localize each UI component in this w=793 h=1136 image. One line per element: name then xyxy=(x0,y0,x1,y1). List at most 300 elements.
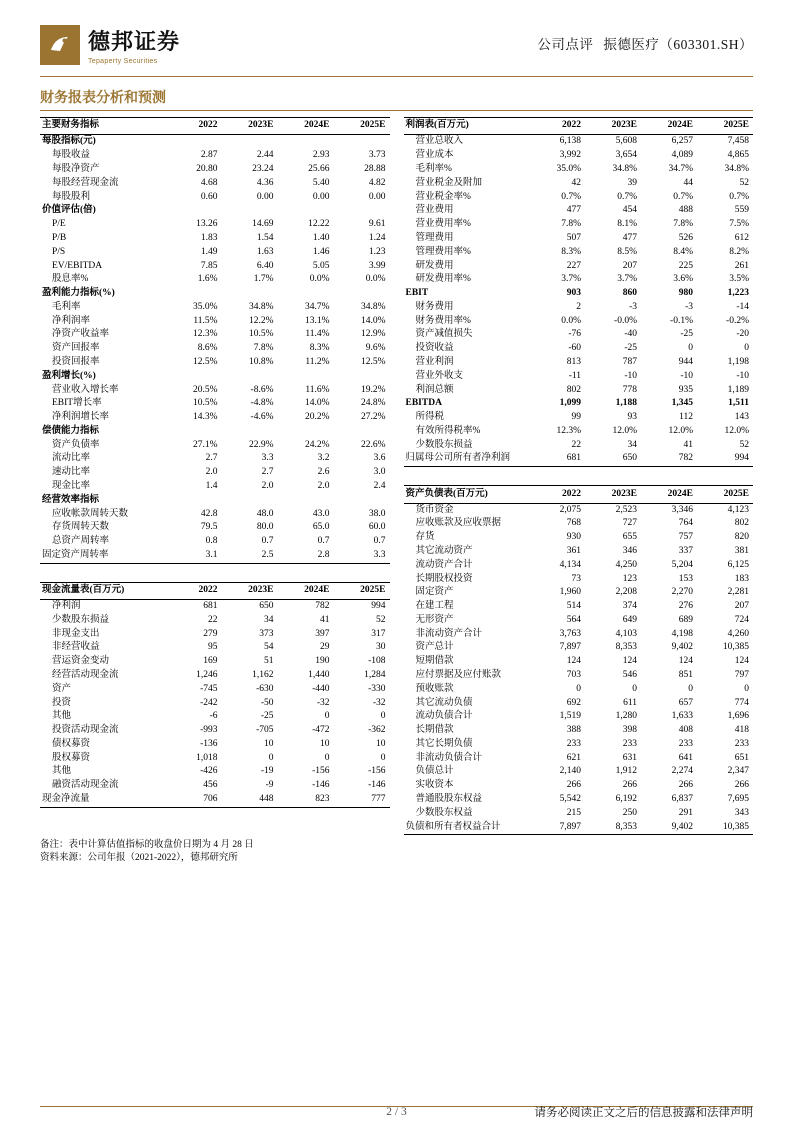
table-row xyxy=(404,191,754,205)
row-label: 负债总计 xyxy=(415,766,454,777)
row-label: 总资产周转率 xyxy=(52,536,110,547)
table-row xyxy=(404,724,754,738)
row-value: 681 xyxy=(203,601,218,612)
table-row xyxy=(40,383,390,397)
row-label: 有效所得税率% xyxy=(415,425,481,436)
row-value xyxy=(222,204,278,218)
row-value: 24.2% xyxy=(304,439,330,450)
row-value: 10.5% xyxy=(192,398,218,409)
row-label: 货币资金 xyxy=(415,504,454,515)
row-value: 3.73 xyxy=(368,150,386,161)
row-value: 7,458 xyxy=(727,136,749,147)
table-row xyxy=(404,765,754,779)
row-value: 207 xyxy=(622,260,637,271)
row-value: 1.4 xyxy=(205,481,218,491)
row-value: 266 xyxy=(566,780,581,791)
table-main-indicators xyxy=(40,117,390,564)
row-value: 2 xyxy=(576,301,581,312)
row-value: 4,198 xyxy=(671,628,693,639)
row-label: 营业收入增长率 xyxy=(52,384,119,395)
row-value: 1,284 xyxy=(364,669,386,680)
row-value: 4,134 xyxy=(559,559,581,570)
row-label: 每股净资产 xyxy=(52,164,100,175)
row-value: 782 xyxy=(315,601,330,612)
row-label: 营业成本 xyxy=(415,150,454,161)
row-value: 35.0% xyxy=(192,301,218,312)
row-value: 7,897 xyxy=(529,820,585,834)
row-value: 9,402 xyxy=(671,642,693,653)
row-value: -4.6% xyxy=(250,412,274,423)
table-row xyxy=(404,273,754,287)
row-label: 经营效率指标 xyxy=(42,494,100,505)
row-value: 52 xyxy=(739,439,749,450)
row-value: 10.5% xyxy=(248,329,274,340)
table-row xyxy=(404,710,754,724)
column-header-year: 2025E xyxy=(697,486,753,503)
row-value: 7.8% xyxy=(673,219,693,230)
table-row xyxy=(40,342,390,356)
row-label: 其它流动资产 xyxy=(415,545,473,556)
row-value: -156 xyxy=(368,766,386,777)
row-label: 毛利率% xyxy=(415,164,452,175)
row-value: 12.0% xyxy=(668,425,693,436)
table-row xyxy=(404,696,754,710)
table-row xyxy=(404,614,754,628)
row-value: -3 xyxy=(685,301,693,312)
row-value: 2,208 xyxy=(615,587,637,598)
row-label: 股息率% xyxy=(52,274,89,285)
row-value: 418 xyxy=(734,725,749,736)
table-row xyxy=(404,669,754,683)
row-value xyxy=(166,425,222,439)
row-value: 124 xyxy=(566,656,581,667)
row-label: 每股收益 xyxy=(52,150,91,161)
row-value: 12.3% xyxy=(556,425,581,436)
row-value: 768 xyxy=(566,518,581,529)
row-label: 股权募资 xyxy=(52,752,91,763)
row-label: 资产总计 xyxy=(415,642,454,653)
row-label: 实收资本 xyxy=(415,780,454,791)
row-value xyxy=(334,135,390,149)
table-row xyxy=(40,356,390,370)
row-value: 34.8% xyxy=(724,164,749,175)
table-spacer xyxy=(404,467,754,485)
table-row xyxy=(40,370,390,384)
row-value: 34.8% xyxy=(360,301,386,312)
note-valuation-date: 备注：表中计算估值指标的收盘价日期为 4 月 28 日 xyxy=(40,840,254,851)
row-value: 3.99 xyxy=(368,260,386,271)
row-value: 507 xyxy=(566,232,581,243)
row-value: 546 xyxy=(622,669,637,680)
row-value: 2,270 xyxy=(671,587,693,598)
table-row xyxy=(404,738,754,752)
table-row xyxy=(404,370,754,384)
table-row xyxy=(40,507,390,521)
row-value: 994 xyxy=(697,452,753,466)
row-value: 2,274 xyxy=(671,766,693,777)
row-value: 80.0 xyxy=(256,522,274,533)
row-value: 183 xyxy=(734,573,749,584)
row-value: 477 xyxy=(566,205,581,216)
table-row xyxy=(40,425,390,439)
row-value: 6,837 xyxy=(671,794,693,804)
row-value: 12.0% xyxy=(612,425,637,436)
row-label: 其它流动负债 xyxy=(415,697,473,708)
table-row xyxy=(40,480,390,494)
row-value: 3.2 xyxy=(317,453,330,464)
row-value: 8.5% xyxy=(617,246,637,257)
row-value: 38.0 xyxy=(368,508,386,519)
row-label: 短期借款 xyxy=(415,656,454,667)
row-label: P/S xyxy=(52,246,66,257)
row-value xyxy=(334,425,390,439)
row-label: 投资回报率 xyxy=(52,356,100,367)
row-value: 0 xyxy=(744,683,749,694)
row-value: 621 xyxy=(566,752,581,763)
row-value: 25.66 xyxy=(308,164,330,175)
row-label: 应付票据及应付账款 xyxy=(415,669,502,680)
row-value xyxy=(334,494,390,508)
row-value: 13.26 xyxy=(196,219,218,230)
row-value: 2.5 xyxy=(222,549,278,563)
row-value: 4.36 xyxy=(256,177,274,188)
row-label: 存货周转天数 xyxy=(52,522,110,533)
row-label: 财务费用率% xyxy=(415,315,471,326)
row-value: 12.0% xyxy=(724,425,749,436)
table-row xyxy=(404,628,754,642)
row-value: 559 xyxy=(734,205,749,216)
row-value: 20.5% xyxy=(192,384,218,395)
row-value: 10,385 xyxy=(697,820,753,834)
row-value: -10 xyxy=(736,370,749,381)
row-value: 4,103 xyxy=(615,628,637,639)
row-value: 1,440 xyxy=(308,669,330,680)
row-value: 12.3% xyxy=(192,329,218,340)
row-value: 279 xyxy=(203,628,218,639)
table-row xyxy=(404,572,754,586)
column-header-year: 2025E xyxy=(334,582,390,599)
row-value: 11.5% xyxy=(193,315,218,326)
table-row xyxy=(404,149,754,163)
row-label: 应收帐款周转天数 xyxy=(52,508,129,519)
row-label: EV/EBITDA xyxy=(52,260,103,271)
row-value: -25 xyxy=(624,343,637,354)
row-value: 233 xyxy=(566,738,581,749)
row-value xyxy=(222,494,278,508)
table-row xyxy=(40,683,390,697)
row-label: EBITDA xyxy=(405,398,442,409)
row-value: 12.5% xyxy=(360,356,386,367)
row-value: 6,138 xyxy=(559,136,581,147)
column-header-label: 主要财务指标 xyxy=(40,118,166,135)
row-label: 每股股利 xyxy=(52,191,91,202)
row-value: 9.6% xyxy=(365,343,386,354)
row-value: 651 xyxy=(734,752,749,763)
row-value: 169 xyxy=(203,656,218,667)
row-value: 14.3% xyxy=(192,412,218,423)
table-row xyxy=(40,696,390,710)
column-header-year: 2023E xyxy=(222,582,278,599)
row-value: 4.82 xyxy=(368,177,386,188)
company-logo-icon xyxy=(40,25,80,65)
row-value: 3.7% xyxy=(561,274,581,285)
table-row xyxy=(40,315,390,329)
row-value: 2.7 xyxy=(261,467,274,478)
row-value: 0 xyxy=(688,683,693,694)
row-value: 6.40 xyxy=(256,260,274,271)
column-header-year: 2022 xyxy=(529,486,585,503)
row-value: 0 xyxy=(632,683,637,694)
row-value: 2.4 xyxy=(373,481,386,491)
note-source: 资料来源：公司年报（2021-2022），德邦研究所 xyxy=(40,853,238,864)
row-label: 资产回报率 xyxy=(52,343,100,354)
row-value: 48.0 xyxy=(256,508,274,519)
row-value: 0 xyxy=(324,711,330,722)
row-value: 650 xyxy=(585,452,641,466)
row-value xyxy=(222,370,278,384)
row-value: 8.6% xyxy=(197,343,218,354)
row-value: 1.54 xyxy=(256,232,274,243)
row-value: 317 xyxy=(371,628,386,639)
row-label: 固定资产 xyxy=(415,587,454,598)
row-label: 速动比率 xyxy=(52,467,91,478)
row-value: 0 xyxy=(380,752,386,763)
table-row xyxy=(40,494,390,508)
row-value: -9 xyxy=(265,780,274,791)
row-value: 42.8 xyxy=(200,508,218,519)
row-value: 11.4% xyxy=(305,329,330,340)
row-value: 4,250 xyxy=(615,559,637,570)
row-label: 每股指标(元) xyxy=(42,136,96,147)
row-value: 689 xyxy=(678,614,693,625)
row-value: 29 xyxy=(320,642,330,653)
row-value: -11 xyxy=(568,370,581,381)
row-value: 692 xyxy=(566,697,581,708)
row-value: 777 xyxy=(334,793,390,807)
row-label: 负债和所有者权益合计 xyxy=(404,820,530,834)
row-value xyxy=(278,287,334,301)
row-label: 现金比率 xyxy=(52,481,91,491)
row-value: 52 xyxy=(376,614,386,625)
row-value xyxy=(334,204,390,218)
row-value: -630 xyxy=(256,683,274,694)
table-row xyxy=(404,259,754,273)
row-value: 1.49 xyxy=(200,246,218,257)
row-value: 4.68 xyxy=(200,177,218,188)
row-value: 0.7% xyxy=(729,191,749,202)
row-label: 其他 xyxy=(52,711,72,722)
row-label: 投资收益 xyxy=(415,343,454,354)
left-column xyxy=(40,117,390,835)
row-value: 65.0 xyxy=(312,522,330,533)
row-value xyxy=(222,425,278,439)
row-value: 1.40 xyxy=(312,232,330,243)
table-row xyxy=(40,287,390,301)
row-label: 固定资产周转率 xyxy=(40,549,166,563)
row-value: 42 xyxy=(571,177,581,188)
row-label: 营业税金率% xyxy=(415,191,471,202)
row-label: 净资产收益率 xyxy=(52,329,110,340)
row-value: -8.6% xyxy=(250,384,274,395)
row-value xyxy=(166,370,222,384)
row-value: 8,353 xyxy=(615,642,637,653)
row-value: 250 xyxy=(622,807,637,818)
row-value: 27.2% xyxy=(360,412,386,423)
row-label: 管理费用 xyxy=(415,232,454,243)
row-value: 477 xyxy=(622,232,637,243)
row-value: 1,162 xyxy=(252,669,274,680)
table-row xyxy=(40,628,390,642)
column-header-year: 2024E xyxy=(641,118,697,135)
row-value: 10.8% xyxy=(248,356,274,367)
row-value: -6 xyxy=(209,711,218,722)
row-value: 24.8% xyxy=(360,398,386,409)
row-label: 非现金支出 xyxy=(52,628,100,639)
row-value xyxy=(222,287,278,301)
table-row xyxy=(404,411,754,425)
row-value xyxy=(166,204,222,218)
row-label: 净利润 xyxy=(52,601,81,612)
table-cash-flow xyxy=(40,582,390,808)
row-value xyxy=(166,494,222,508)
row-value: -19 xyxy=(260,766,274,777)
row-value: 19.2% xyxy=(360,384,386,395)
table-income-statement xyxy=(404,117,754,467)
row-value: 1,198 xyxy=(727,356,749,367)
row-value xyxy=(334,287,390,301)
row-label: 非经营收益 xyxy=(52,642,100,653)
row-value: 2.8 xyxy=(278,549,334,563)
row-value: 11.2% xyxy=(305,356,330,367)
table-spacer xyxy=(40,564,390,582)
row-label: 在建工程 xyxy=(415,601,454,612)
row-value: 1,189 xyxy=(727,384,749,395)
row-value: 0.7 xyxy=(261,536,274,547)
row-value xyxy=(278,425,334,439)
row-value: 8.4% xyxy=(673,246,693,257)
row-value: 1,511 xyxy=(728,398,749,409)
column-header-year: 2023E xyxy=(585,118,641,135)
row-value: 706 xyxy=(166,793,222,807)
column-header-year: 2025E xyxy=(697,118,753,135)
table-row xyxy=(40,411,390,425)
table-row xyxy=(404,315,754,329)
table-row xyxy=(404,328,754,342)
row-value: 99 xyxy=(571,412,581,423)
row-value: 12.9% xyxy=(360,329,386,340)
row-value: 456 xyxy=(203,780,218,791)
row-value: 3.6% xyxy=(673,274,693,285)
row-value: 0.7 xyxy=(373,536,386,547)
row-value: 93 xyxy=(627,412,637,423)
row-value: 4,260 xyxy=(727,628,749,639)
table-row xyxy=(40,135,390,149)
column-header-label: 现金流量表(百万元) xyxy=(40,582,166,599)
row-label: 长期股权投资 xyxy=(415,573,473,584)
row-value: 73 xyxy=(571,573,581,584)
table-row xyxy=(40,273,390,287)
row-label: 盈利增长(%) xyxy=(42,370,96,381)
tables-container xyxy=(40,117,753,835)
row-value: 0 xyxy=(744,343,749,354)
table-row xyxy=(404,342,754,356)
table-row xyxy=(404,793,754,807)
row-value: 54 xyxy=(264,642,274,653)
row-value: 27.1% xyxy=(192,439,218,450)
row-value xyxy=(278,204,334,218)
row-label: 营业费用率% xyxy=(415,219,471,230)
row-value: 1,018 xyxy=(196,752,218,763)
table-row xyxy=(404,503,754,517)
row-value: 398 xyxy=(622,725,637,736)
row-value: 20.2% xyxy=(304,412,330,423)
row-value: 1.24 xyxy=(368,232,386,243)
table-row xyxy=(404,752,754,766)
row-value: 526 xyxy=(678,232,693,243)
row-value xyxy=(222,135,278,149)
row-value: 1,099 xyxy=(559,398,581,409)
table-row xyxy=(40,177,390,191)
row-value: 5,204 xyxy=(671,559,693,570)
table-row xyxy=(404,218,754,232)
table-row xyxy=(40,793,390,807)
row-value: -25 xyxy=(680,329,693,340)
row-value: 0.7% xyxy=(561,191,581,202)
row-value xyxy=(278,370,334,384)
row-value: 5.05 xyxy=(312,260,330,271)
row-value: 1,519 xyxy=(559,711,581,722)
row-value: 611 xyxy=(623,697,637,708)
row-value: 641 xyxy=(678,752,693,763)
table-row xyxy=(40,452,390,466)
row-label: 毛利率 xyxy=(52,301,81,312)
table-row xyxy=(404,600,754,614)
table-row xyxy=(40,710,390,724)
row-value: 681 xyxy=(529,452,585,466)
row-value: 0.00 xyxy=(312,191,330,202)
row-value: 22.9% xyxy=(248,439,274,450)
row-value: 1,960 xyxy=(559,587,581,598)
row-value: 6,192 xyxy=(615,794,637,804)
row-value: 2.87 xyxy=(200,150,218,161)
row-value: 1.23 xyxy=(368,246,386,257)
table-row xyxy=(40,599,390,613)
row-value: 10,385 xyxy=(722,642,749,653)
row-value: 1.7% xyxy=(253,274,274,285)
row-value: 3.7% xyxy=(617,274,637,285)
row-value: 112 xyxy=(679,412,693,423)
row-value: 1,188 xyxy=(615,398,637,409)
row-label: 经营活动现金流 xyxy=(52,669,119,680)
row-label: 应收账款及应收票据 xyxy=(415,518,502,529)
row-value: 153 xyxy=(678,573,693,584)
column-header-year: 2022 xyxy=(166,582,222,599)
row-value: 143 xyxy=(734,412,749,423)
row-value: 7.85 xyxy=(200,260,218,271)
row-value: -0.2% xyxy=(726,315,749,326)
table-row xyxy=(404,683,754,697)
row-value: 8.3% xyxy=(309,343,330,354)
row-value: 207 xyxy=(734,601,749,612)
table-row xyxy=(404,655,754,669)
column-header-year: 2024E xyxy=(278,582,334,599)
row-value: 43.0 xyxy=(312,508,330,519)
row-value: 51 xyxy=(264,656,274,667)
row-value: 7.8% xyxy=(561,219,581,230)
row-value: 0.7% xyxy=(617,191,637,202)
table-row xyxy=(40,738,390,752)
table-row xyxy=(404,177,754,191)
